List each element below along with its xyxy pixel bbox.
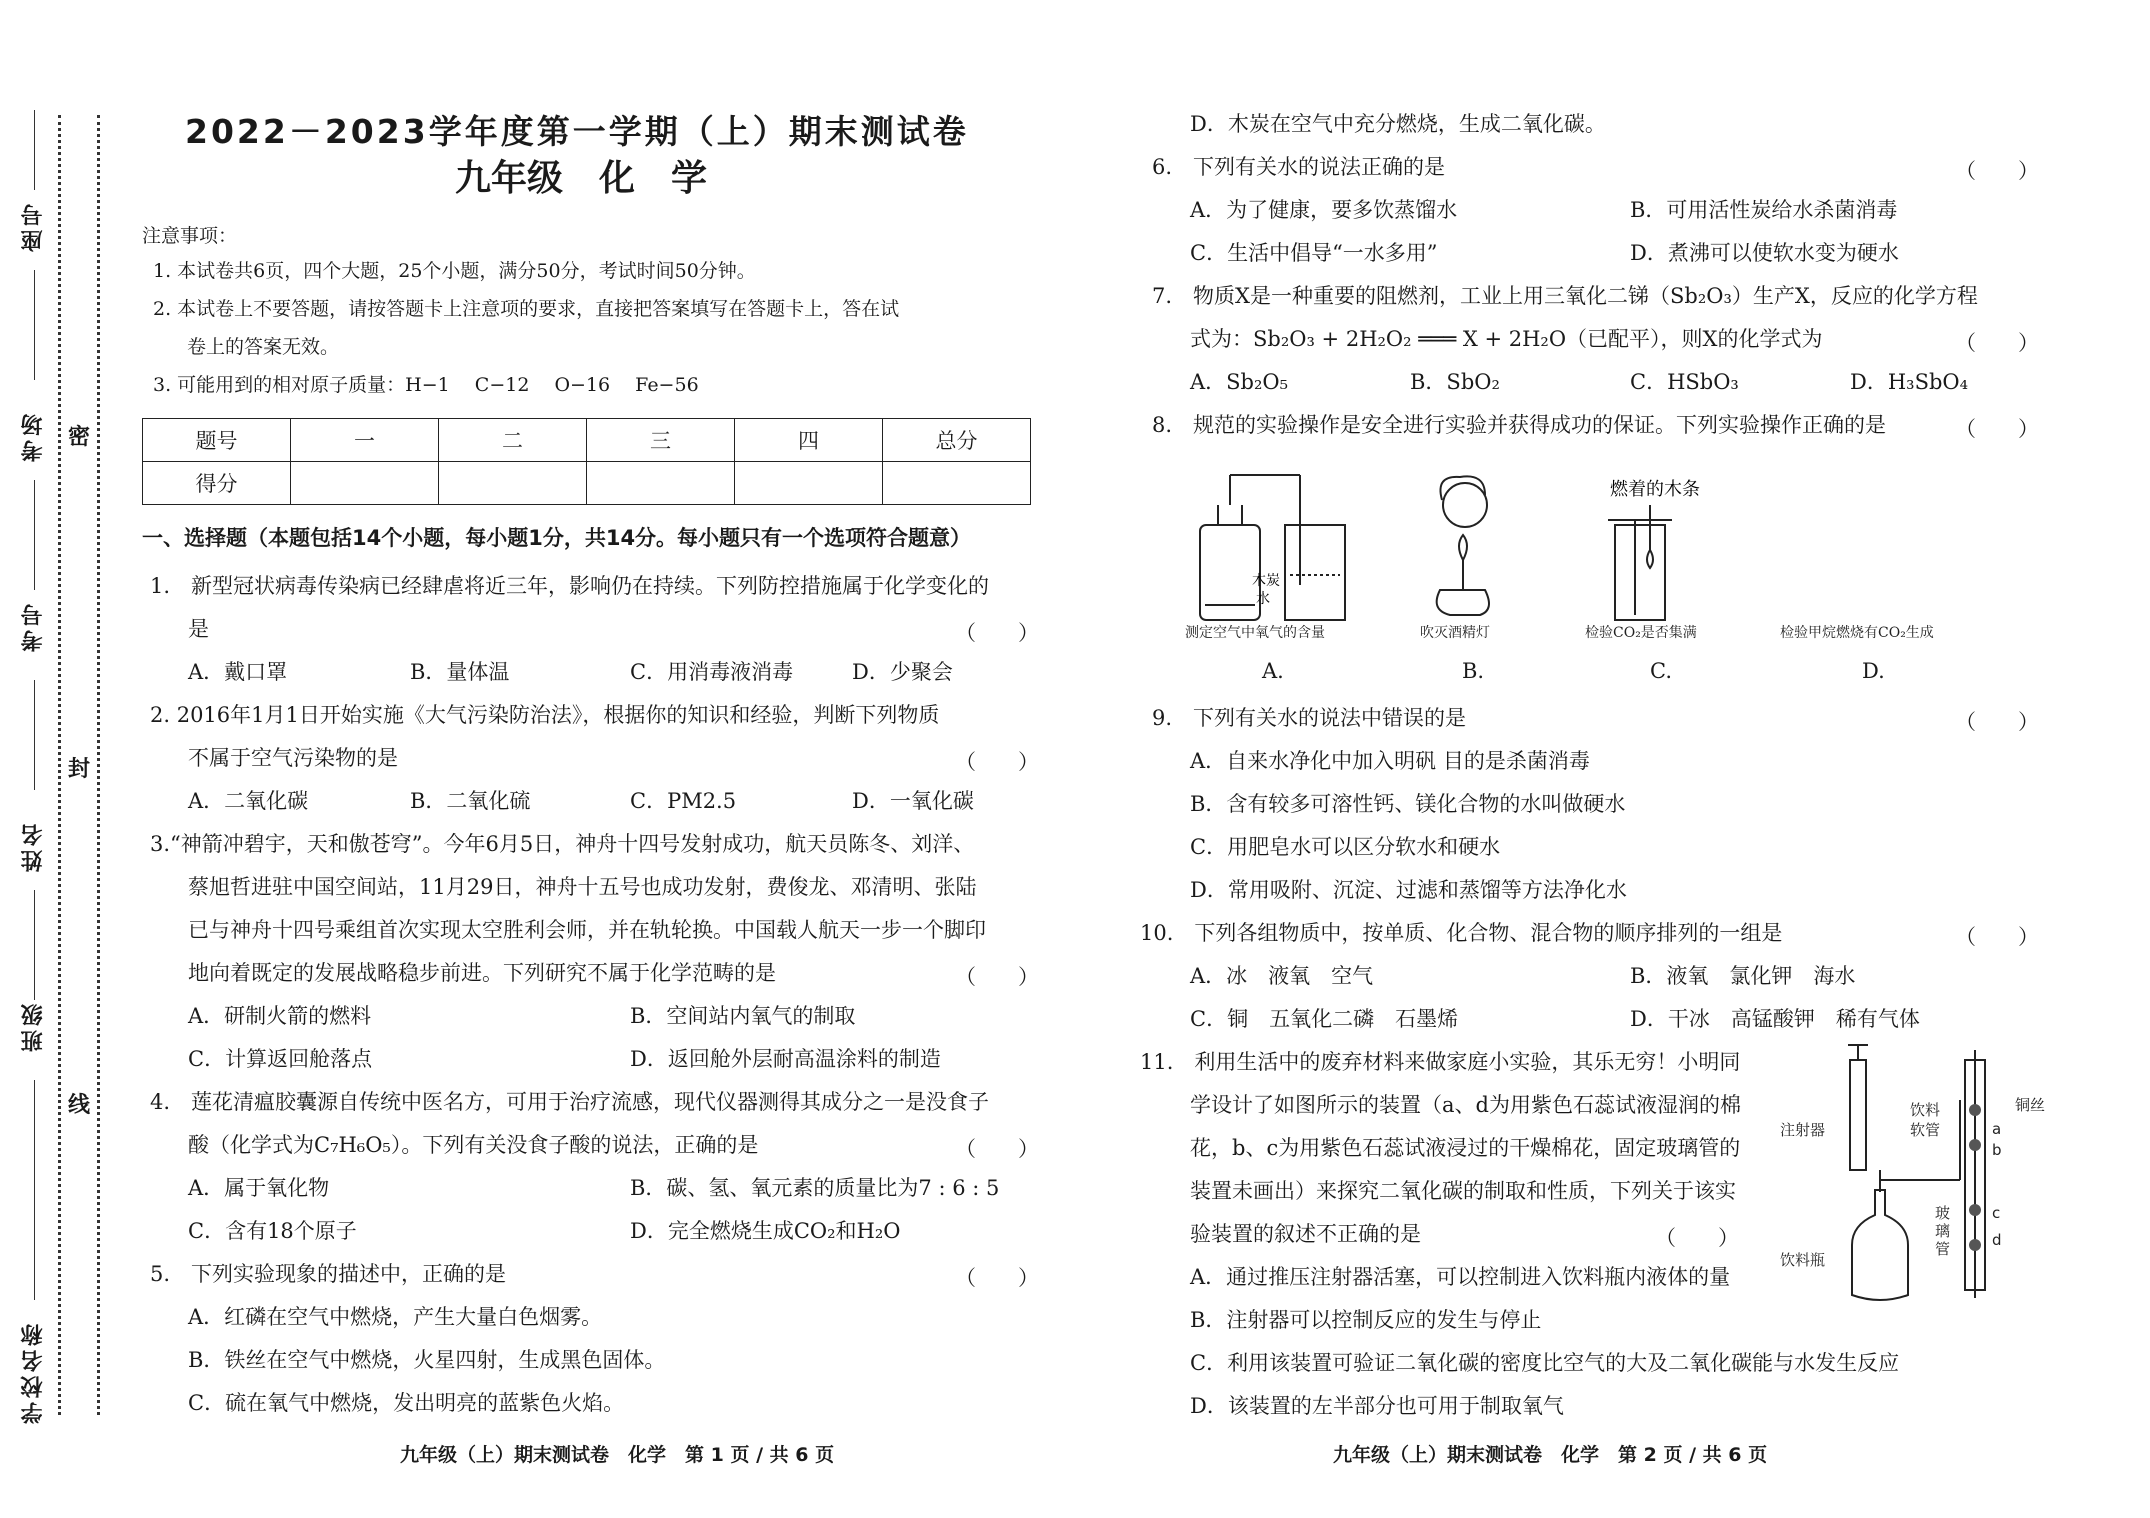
option: C．PM2.5 xyxy=(630,789,737,813)
q8-option-label: D. xyxy=(1862,659,1885,683)
answer-paren: （ ） xyxy=(1955,710,2039,734)
option: C．含有18个原子 xyxy=(188,1219,357,1243)
option: A．研制火箭的燃料 xyxy=(188,1004,372,1028)
binding-school-line xyxy=(34,1080,35,1300)
q8-apparatus-b xyxy=(1437,476,1489,615)
binding-school-label: 学校名称 xyxy=(21,1320,46,1424)
question-text: 7. 物质X是一种重要的阻燃剂，工业上用三氧化二锑（Sb₂O₃）生产X，反应的化学方程 xyxy=(1152,284,1978,308)
option: B．碳、氢、氧元素的质量比为7 : 6 : 5 xyxy=(630,1176,1000,1200)
option: B．含有较多可溶性钙、镁化合物的水叫做硬水 xyxy=(1190,792,1626,816)
score-table-header-row xyxy=(143,419,1031,462)
answer-paren: （ ） xyxy=(1955,159,2039,183)
binding-examno-label: 考号 xyxy=(21,600,46,652)
score-table-row xyxy=(143,462,1031,505)
q11-mark: b xyxy=(1992,1141,2002,1159)
q11-cotton-c xyxy=(1969,1204,1981,1216)
question-text: 8. 规范的实验操作是安全进行实验并获得成功的保证。下列实验操作正确的是 xyxy=(1152,413,1887,437)
section1-heading: 一、选择题（本题包括14个小题，每小题1分，共14分。每小题只有一个选项符合题意） xyxy=(142,526,972,550)
binding-name-label: 姓名 xyxy=(21,820,46,872)
option: A．自来水净化中加入明矾 目的是杀菌消毒 xyxy=(1190,749,1590,773)
q11-glass-label: 玻 xyxy=(1935,1204,1951,1222)
notes-item: 1. 本试卷共6页，四个大题，25个小题，满分50分，考试时间50分钟。 xyxy=(153,260,756,282)
option: A．通过推压注射器活塞，可以控制进入饮料瓶内液体的量 xyxy=(1190,1265,1731,1289)
option: D．少聚会 xyxy=(852,660,953,684)
option: D．一氧化碳 xyxy=(852,789,974,813)
option: B．液氧 氯化钾 海水 xyxy=(1630,964,1856,988)
exam-title: 2022－2023学年度第一学期（上）期末测试卷 xyxy=(185,112,969,151)
q11-syringe xyxy=(1850,1060,1866,1170)
q8-caption: 检验甲烷燃烧有CO₂生成 xyxy=(1780,625,1934,641)
question-text: 酸（化学式为C₇H₆O₅）。下列有关没食子酸的说法，正确的是 xyxy=(188,1133,759,1157)
option: B．铁丝在空气中燃烧，火星四射，生成黑色固体。 xyxy=(188,1348,666,1372)
question-text: 花，b、c为用紫色石蕊试液浸过的干燥棉花，固定玻璃管的 xyxy=(1190,1136,1741,1160)
answer-paren: （ ） xyxy=(955,965,1039,989)
option: A．属于氧化物 xyxy=(188,1176,330,1200)
q11-tube-label: 饮料 xyxy=(1910,1101,1941,1119)
q8-water-label-2: 水 xyxy=(1256,591,1270,607)
q11-cotton-a xyxy=(1969,1104,1981,1116)
binding-examno-line xyxy=(34,480,35,590)
q8-apparatus-c xyxy=(1608,505,1672,620)
answer-paren: （ ） xyxy=(955,750,1039,774)
question-text: 式为：Sb₂O₃ + 2H₂O₂ ═══ X + 2H₂O（已配平），则X的化学式为 xyxy=(1190,327,1823,351)
question-text: 装置未画出）来探究二氧化碳的制取和性质，下列关于该实 xyxy=(1190,1179,1736,1203)
option: C．硫在氧气中燃烧，发出明亮的蓝紫色火焰。 xyxy=(188,1391,625,1415)
q11-cotton-d xyxy=(1969,1239,1981,1251)
q11-figure xyxy=(1780,1040,2060,1310)
option: D．干冰 高锰酸钾 稀有气体 xyxy=(1630,1007,1920,1031)
option: D．H₃SbO₄ xyxy=(1850,370,1969,394)
option: A．为了健康，要多饮蒸馏水 xyxy=(1190,198,1458,222)
binding-room-label: 考场 xyxy=(21,410,46,462)
score-header-cell: 一 xyxy=(291,419,439,462)
q11-tube-label-2: 软管 xyxy=(1910,1121,1941,1139)
option: B．注射器可以控制反应的发生与停止 xyxy=(1190,1308,1542,1332)
option: D．返回舱外层耐高温涂料的制造 xyxy=(630,1047,941,1071)
question-text: 2. 2016年1月1日开始实施《大气污染防治法》，根据你的知识和经验，判断下列物质 xyxy=(150,703,940,727)
question-text: 蔡旭哲进驻中国空间站，11月29日，神舟十五号也成功发射，费俊龙、邓清明、张陆 xyxy=(188,875,977,899)
q8-caption: 测定空气中氧气的含量 xyxy=(1185,625,1325,641)
score-header-cell: 三 xyxy=(587,419,735,462)
score-cell[interactable] xyxy=(439,462,587,505)
option: D．该装置的左半部分也可用于制取氧气 xyxy=(1190,1394,1564,1418)
score-cell[interactable] xyxy=(587,462,735,505)
score-header-cell: 题号 xyxy=(143,419,291,462)
score-header-cell: 四 xyxy=(735,419,883,462)
q11-mark: c xyxy=(1992,1204,2001,1222)
q8-figure xyxy=(1180,465,2040,650)
option: D．常用吸附、沉淀、过滤和蒸馏等方法净化水 xyxy=(1190,878,1627,902)
option: D．煮沸可以使软水变为硬水 xyxy=(1630,241,1899,265)
notes-item: 2. 本试卷上不要答题，请按答题卡上注意项的要求，直接把答案填写在答题卡上，答在试 xyxy=(153,298,900,320)
question-text: 3.“神箭冲碧宇，天和傲苍穹”。今年6月5日，神舟十四号发射成功，航天员陈冬、刘洋、 xyxy=(150,832,975,856)
binding-seat-line xyxy=(34,110,35,190)
question-text: 1. 新型冠状病毒传染病已经肆虐将近三年，影响仍在持续。下列防控措施属于化学变化的 xyxy=(150,574,990,598)
q11-bottle-label: 饮料瓶 xyxy=(1780,1251,1826,1269)
notes-heading: 注意事项： xyxy=(142,225,238,247)
footer-left: 九年级（上）期末测试卷 化学 第 1 页 / 共 6 页 xyxy=(400,1444,835,1466)
q11-glass-label-2: 璃 xyxy=(1935,1222,1951,1240)
option: C．HSbO₃ xyxy=(1630,370,1739,394)
option: A．二氧化碳 xyxy=(188,789,309,813)
binding-seat-label: 座号 xyxy=(21,200,46,252)
q11-wire-label: 铜丝 xyxy=(2015,1096,2046,1114)
question-text: 验装置的叙述不正确的是 xyxy=(1190,1222,1421,1246)
answer-paren: （ ） xyxy=(955,1266,1039,1290)
q11-cotton-b xyxy=(1969,1139,1981,1151)
q8-caption: 检验CO₂是否集满 xyxy=(1585,625,1697,641)
option: C．用消毒液消毒 xyxy=(630,660,794,684)
score-header-cell: 二 xyxy=(439,419,587,462)
answer-paren: （ ） xyxy=(1955,417,2039,441)
score-cell[interactable] xyxy=(291,462,439,505)
question-text: 9. 下列有关水的说法中错误的是 xyxy=(1152,706,1467,730)
option: A．红磷在空气中燃烧，产生大量白色烟雾。 xyxy=(188,1305,603,1329)
answer-paren: （ ） xyxy=(1655,1226,1739,1250)
binding-class-line xyxy=(34,890,35,1000)
question-text: 11. 利用生活中的废弃材料来做家庭小实验，其乐无穷！小明同 xyxy=(1140,1050,1741,1074)
option: C．用肥皂水可以区分软水和硬水 xyxy=(1190,835,1501,859)
question-text: 5. 下列实验现象的描述中，正确的是 xyxy=(150,1262,507,1286)
question-text: 4. 莲花清瘟胶囊源自传统中医名方，可用于治疗流感，现代仪器测得其成分之一是没食子 xyxy=(150,1090,990,1114)
q8-option-label: A. xyxy=(1262,659,1284,683)
option: B．SbO₂ xyxy=(1410,370,1500,394)
footer-right: 九年级（上）期末测试卷 化学 第 2 页 / 共 6 页 xyxy=(1333,1444,1768,1466)
q11-glass-label-3: 管 xyxy=(1935,1240,1951,1258)
q8-captions xyxy=(1185,624,1934,641)
question-text: 10. 下列各组物质中，按单质、化合物、混合物的顺序排列的一组是 xyxy=(1140,921,1783,945)
score-cell[interactable] xyxy=(883,462,1031,505)
q8-caption: 吹灭酒精灯 xyxy=(1420,625,1490,641)
notes-item: 3. 可能用到的相对原子质量：H−1 C−12 O−16 Fe−56 xyxy=(153,374,699,396)
option: A．Sb₂O₅ xyxy=(1190,370,1289,394)
option: A．冰 液氧 空气 xyxy=(1190,964,1374,988)
question-text: 是 xyxy=(188,617,209,641)
answer-paren: （ ） xyxy=(1955,925,2039,949)
option: C．利用该装置可验证二氧化碳的密度比空气的大及二氧化碳能与水发生反应 xyxy=(1190,1351,1900,1375)
q8-option-label: B. xyxy=(1462,659,1485,683)
score-table xyxy=(142,418,1031,505)
option: C．生活中倡导“一水多用” xyxy=(1190,241,1438,265)
option: C．计算返回舱落点 xyxy=(188,1047,373,1071)
answer-paren: （ ） xyxy=(955,621,1039,645)
option: B．空间站内氧气的制取 xyxy=(630,1004,856,1028)
binding-room-line xyxy=(34,270,35,380)
seal-xian: 线 xyxy=(68,1093,91,1118)
binding-class-label: 班级 xyxy=(21,1000,46,1052)
option: D．木炭在空气中充分燃烧，生成二氧化碳。 xyxy=(1190,112,1606,136)
option: C．铜 五氧化二磷 石墨烯 xyxy=(1190,1007,1459,1031)
q8-apparatus-a xyxy=(1200,475,1345,620)
option: D．完全燃烧生成CO₂和H₂O xyxy=(630,1219,901,1243)
q8-water-label: 木炭 xyxy=(1252,573,1280,589)
question-text: 6. 下列有关水的说法正确的是 xyxy=(1152,155,1446,179)
score-row-label: 得分 xyxy=(143,462,291,505)
binding-name-line xyxy=(34,680,35,790)
q11-mark: a xyxy=(1992,1120,2002,1138)
seal-feng: 封 xyxy=(68,757,91,782)
option: B．二氧化硫 xyxy=(410,789,531,813)
score-cell[interactable] xyxy=(735,462,883,505)
q11-bottle xyxy=(1852,1190,1908,1300)
q8-stick-label: 燃着的木条 xyxy=(1610,479,1700,500)
exam-subtitle: 九年级 化 学 xyxy=(455,158,708,199)
answer-paren: （ ） xyxy=(955,1137,1039,1161)
question-text: 不属于空气污染物的是 xyxy=(188,746,398,770)
question-text: 地向着既定的发展战略稳步前进。下列研究不属于化学范畴的是 xyxy=(188,961,776,985)
binding-dotted-line-right xyxy=(97,115,100,1415)
notes-item: 卷上的答案无效。 xyxy=(187,336,340,358)
question-text: 学设计了如图所示的装置（a、d为用紫色石蕊试液湿润的棉 xyxy=(1190,1093,1741,1117)
q8-option-label: C. xyxy=(1650,659,1672,683)
seal-mi: 密 xyxy=(68,425,91,450)
answer-paren: （ ） xyxy=(1955,331,2039,355)
score-header-cell: 总分 xyxy=(883,419,1031,462)
question-text: 已与神舟十四号乘组首次实现太空胜利会师，并在轨轮换。中国载人航天一步一个脚印 xyxy=(188,918,986,942)
binding-dotted-line-left xyxy=(58,115,61,1415)
option: A．戴口罩 xyxy=(188,660,288,684)
q11-syringe-label: 注射器 xyxy=(1780,1121,1826,1139)
q11-mark: d xyxy=(1992,1231,2002,1249)
option: B．量体温 xyxy=(410,660,510,684)
option: B．可用活性炭给水杀菌消毒 xyxy=(1630,198,1898,222)
